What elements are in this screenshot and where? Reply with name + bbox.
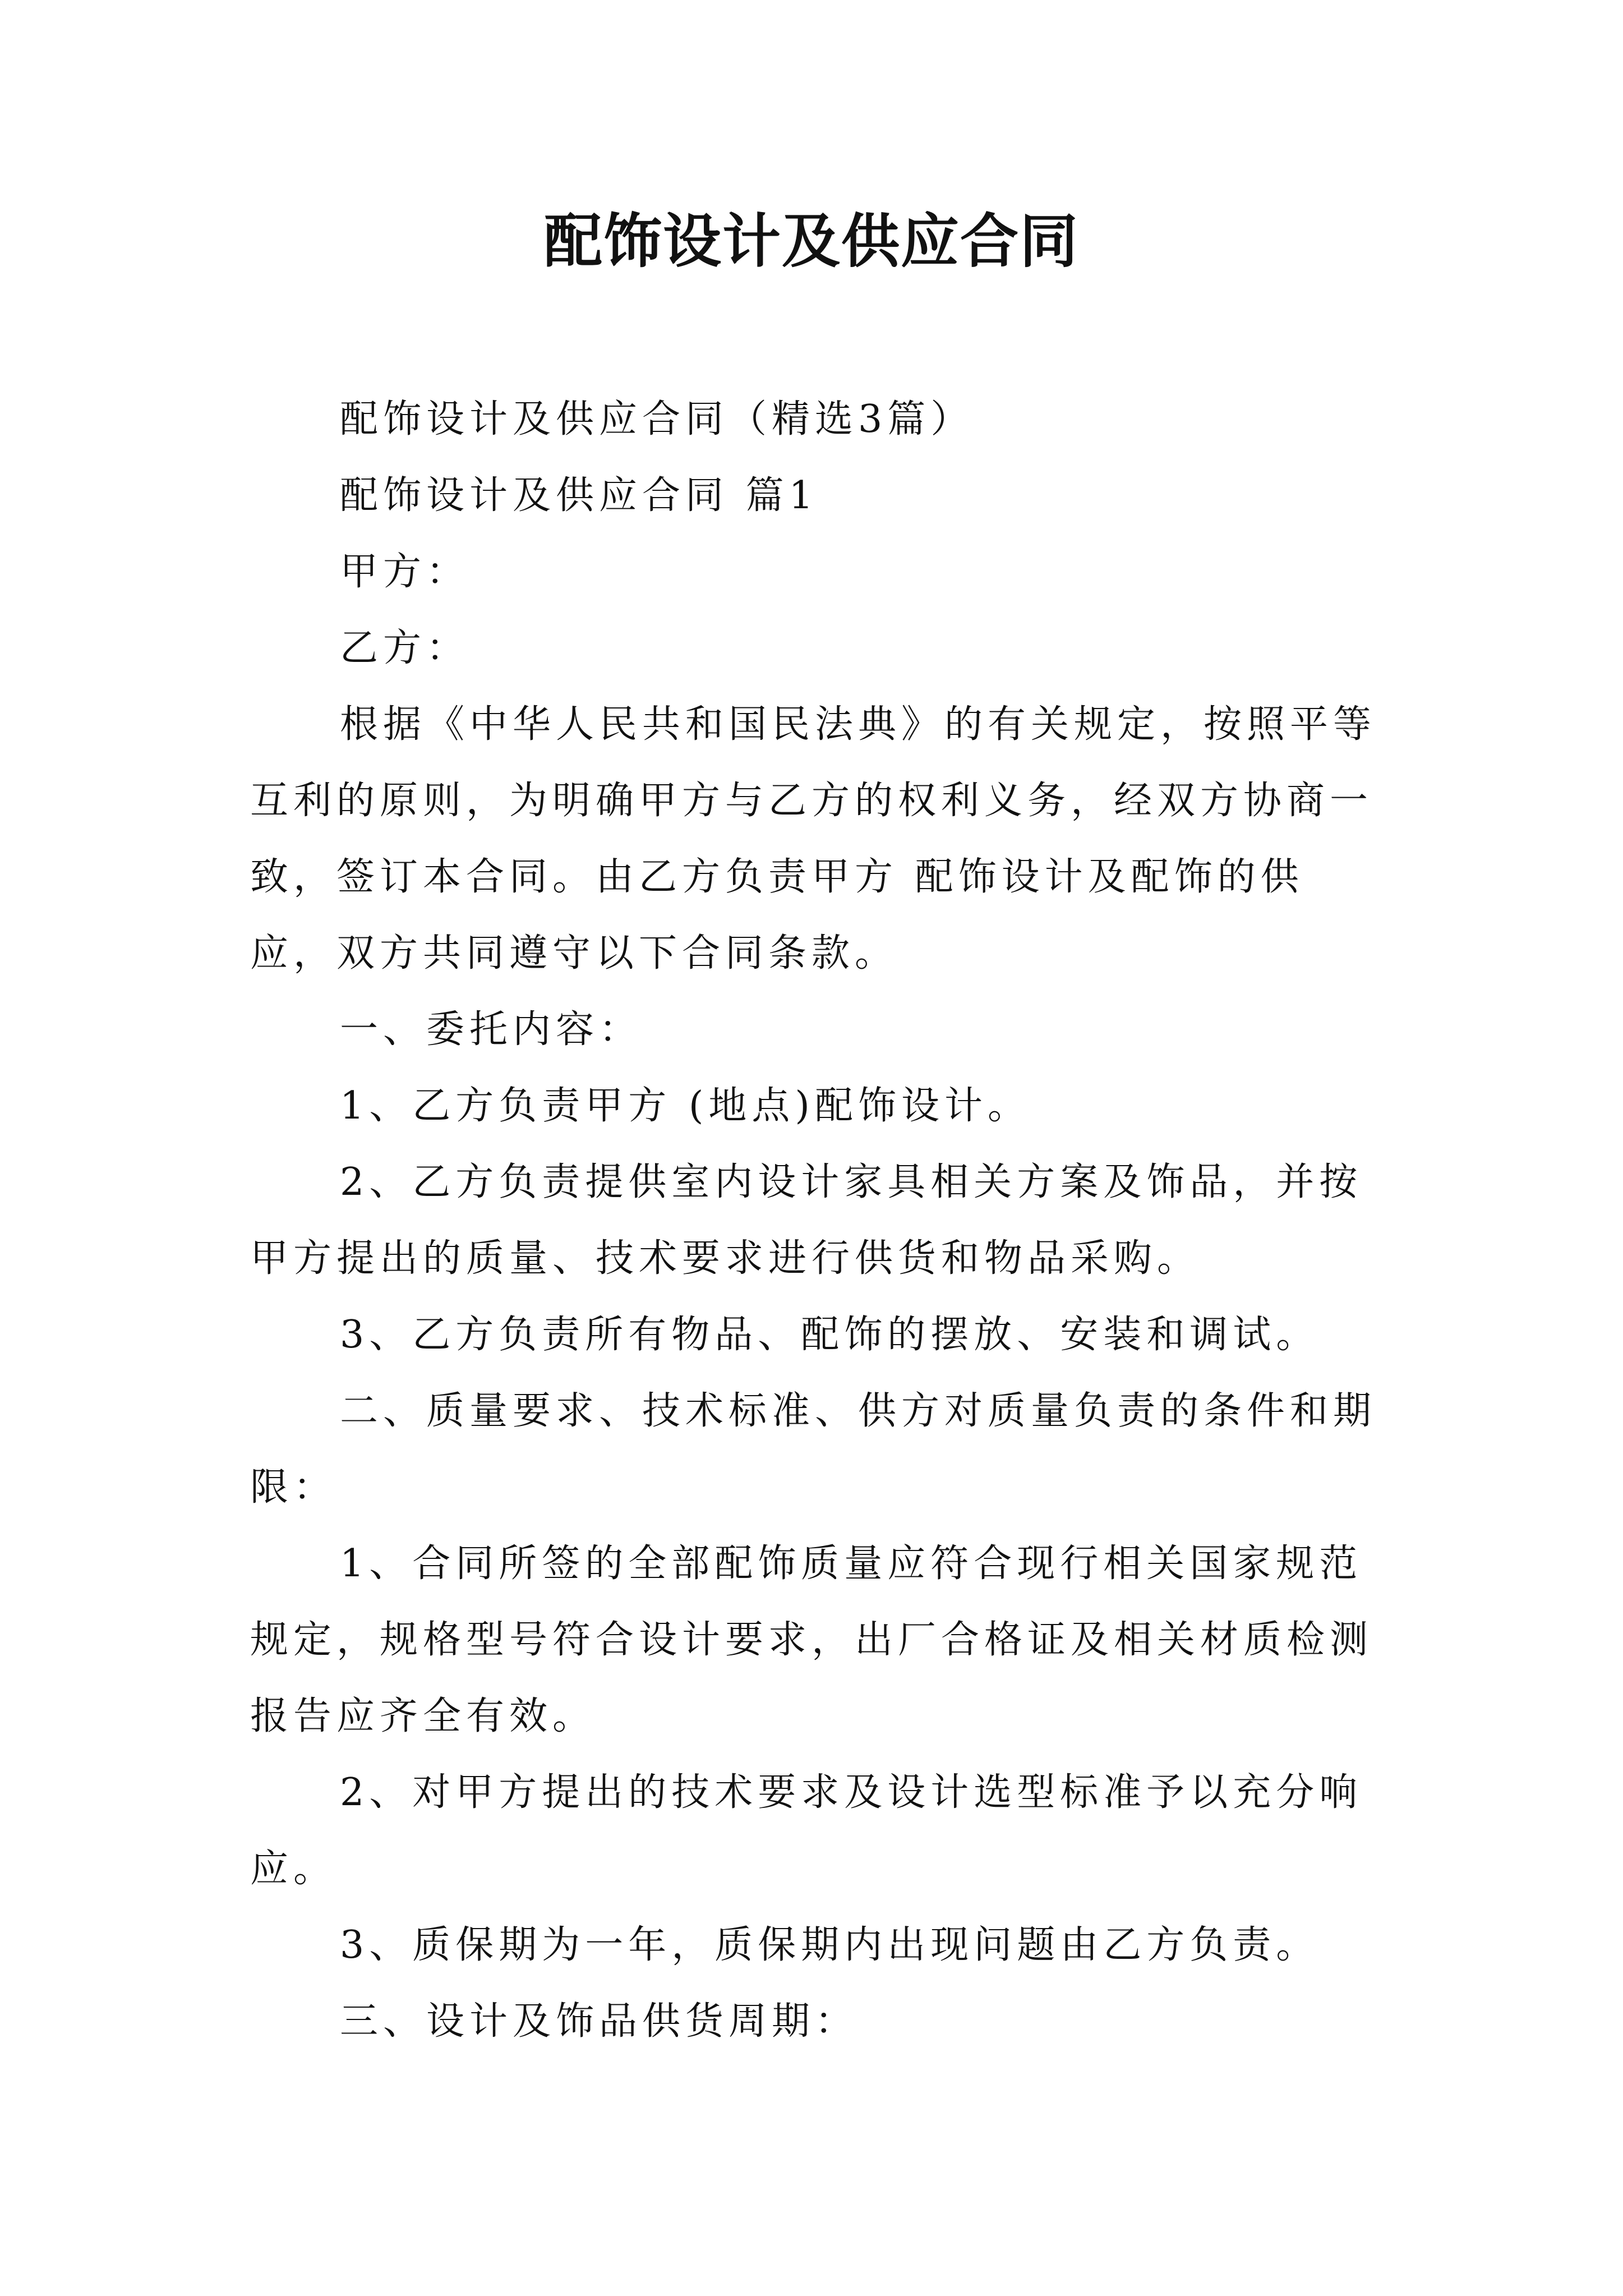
paragraph-party-b: 乙方： xyxy=(340,626,470,670)
document-title: 配饰设计及供应合同 xyxy=(543,206,1079,275)
paragraph-part-heading: 配饰设计及供应合同 篇1 xyxy=(340,473,818,518)
paragraph-section-2-heading: 二、质量要求、技术标准、供方对质量负责的条件和期限： xyxy=(250,1389,1377,1510)
paragraph-section-1-heading: 一、委托内容： xyxy=(340,1007,643,1052)
paragraph-section-3-heading: 三、设计及饰品供货周期： xyxy=(340,1999,859,2044)
paragraph-clause-2-1: 1、合同所签的全部配饰质量应符合现行相关国家规范规定，规格型号符合设计要求，出厂合格证及相关材质检测报告应齐全有效。 xyxy=(250,1542,1373,1738)
paragraph-collection-heading: 配饰设计及供应合同（精选3篇） xyxy=(340,397,974,441)
paragraph-clause-2-3: 3、质保期为一年，质保期内出现问题由乙方负责。 xyxy=(340,1923,1320,1967)
document-body xyxy=(250,381,1390,2060)
paragraph-clause-1-1: 1、乙方负责甲方 (地点)配饰设计。 xyxy=(340,1084,1031,1128)
paragraph-clause-2-2: 2、对甲方提出的技术要求及设计选型标准予以充分响应。 xyxy=(250,1770,1363,1891)
paragraph-preamble: 根据《中华人民共和国民法典》的有关规定，按照平等互利的原则，为明确甲方与乙方的权利义务，经双方协商一致，签订本合同。由乙方负责甲方 配饰设计及配饰的供应，双方共同遵守以下合同条款。 xyxy=(250,702,1377,976)
paragraph-party-a: 甲方： xyxy=(340,550,470,594)
paragraph-clause-1-3: 3、乙方负责所有物品、配饰的摆放、安装和调试。 xyxy=(340,1313,1320,1357)
paragraph-clause-1-2: 2、乙方负责提供室内设计家具相关方案及饰品，并按甲方提出的质量、技术要求进行供货和物品采购。 xyxy=(250,1160,1363,1281)
